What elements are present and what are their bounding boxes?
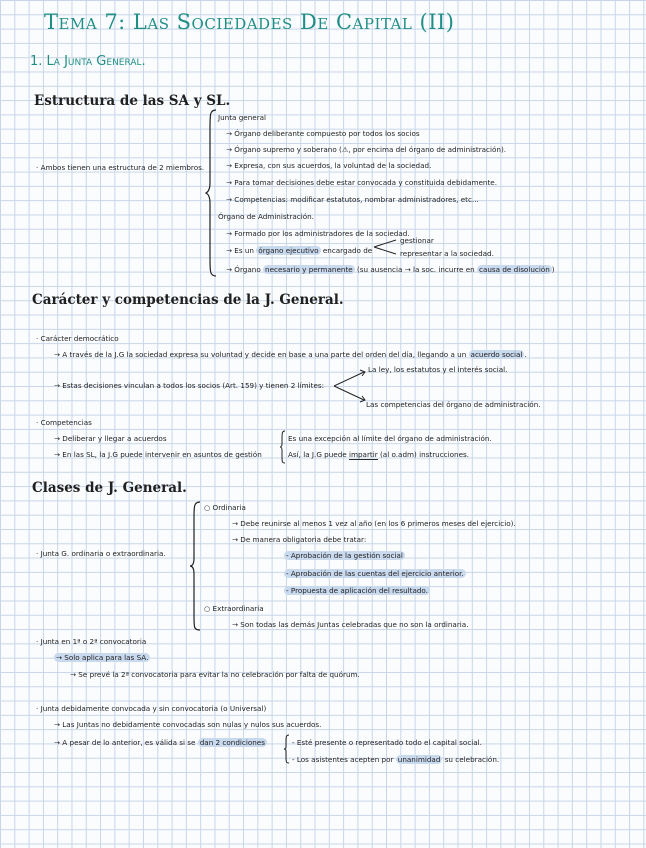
brace-competencias bbox=[280, 430, 286, 464]
extraordinaria-label: ○ Extraordinaria bbox=[204, 604, 264, 613]
heading-estructura: Estructura de las SA y SL. bbox=[34, 93, 231, 109]
condicion-item: - Los asistentes acepten por unanimidad su celebración. bbox=[292, 755, 500, 764]
convocatoria-item: → Solo aplica para las SA. bbox=[56, 653, 149, 662]
estructura-left-text: · Ambos tienen una estructura de 2 miembros. bbox=[36, 163, 205, 172]
ordinaria-sub: - Aprobación de las cuentas del ejercicio anterior. bbox=[286, 569, 464, 578]
branch-arrows-gestionar bbox=[372, 236, 402, 258]
limit-text: La ley, los estatutos y el interés social. bbox=[368, 365, 508, 374]
comp-label: · Competencias bbox=[36, 418, 92, 427]
convocatoria-label: · Junta en 1ª o 2ª convocatoria bbox=[36, 637, 147, 646]
ordinaria-item: → Debe reunirse al menos 1 vez al año (en los 6 primeros meses del ejercicio). bbox=[232, 519, 516, 528]
brace-condiciones bbox=[284, 734, 290, 764]
junta-item: → Órgano supremo y soberano (⚠, por encima del órgano de administración). bbox=[226, 145, 507, 154]
junta-item: → Competencias: modificar estatutos, nombrar administradores, etc... bbox=[226, 195, 479, 204]
comp-right-text: Es una excepción al límite del órgano de administración. bbox=[288, 434, 492, 443]
admin-item-ejecutivo: → Es un órgano ejecutivo encargado de bbox=[226, 246, 373, 255]
gestionar-text: gestionar bbox=[400, 236, 434, 245]
junta-item: → Para tomar decisiones debe estar convocada y constituida debidamente. bbox=[226, 178, 497, 187]
representar-text: representar a la sociedad. bbox=[400, 249, 494, 258]
ordinaria-item: → De manera obligatoria debe tratar: bbox=[232, 535, 367, 544]
universal-label: · Junta debidamente convocada y sin convocatoria (o Universal) bbox=[36, 704, 267, 713]
ordinaria-sub: - Aprobación de la gestión social bbox=[286, 551, 403, 560]
demo-label: · Carácter democrático bbox=[36, 334, 119, 343]
limit-text: Las competencias del órgano de administración. bbox=[366, 400, 541, 409]
ordinaria-label: ○ Ordinaria bbox=[204, 503, 246, 512]
admin-item-permanente: → Órgano necesario y permanente (su ausencia → la soc. incurre en causa de disolución ) bbox=[226, 265, 555, 274]
section-heading-junta-general: 1. La Junta General. bbox=[30, 54, 146, 69]
heading-clases: Clases de J. General. bbox=[32, 480, 187, 496]
demo-item: → Estas decisiones vinculan a todos los socios (Art. 159) y tienen 2 límites: bbox=[54, 381, 325, 390]
heading-caracter: Carácter y competencias de la J. General. bbox=[32, 292, 344, 308]
page-title: Tema 7: Las Sociedades De Capital (II) bbox=[44, 10, 455, 34]
branch-arrows-limites bbox=[332, 368, 368, 404]
brace-clases bbox=[190, 500, 202, 632]
ordinaria-sub: - Propuesta de aplicación del resultado. bbox=[286, 586, 428, 595]
admin-label: Órgano de Administración. bbox=[218, 212, 314, 221]
clases-left-text: · Junta G. ordinaria o extraordinaria. bbox=[36, 549, 166, 558]
comp-item: → En las SL, la J.G puede intervenir en asuntos de gestión bbox=[54, 450, 262, 459]
admin-item: → Formado por los administradores de la sociedad. bbox=[226, 229, 410, 238]
demo-item: → A través de la J.G la sociedad expresa su voluntad y decide en base a una parte del orden del día, llegando a un acuerdo social . bbox=[54, 350, 527, 359]
convocatoria-item: → Se prevé la 2ª convocatoria para evitar la no celebración por falta de quórum. bbox=[70, 670, 360, 679]
universal-item: → Las Juntas no debidamente convocadas son nulas y nulos sus acuerdos. bbox=[54, 720, 322, 729]
brace-estructura bbox=[206, 108, 218, 278]
junta-item: → Expresa, con sus acuerdos, la voluntad de la sociedad. bbox=[226, 161, 432, 170]
comp-right-text: Así, la J.G puede impartir (al o.adm) instrucciones. bbox=[288, 450, 470, 459]
extraordinaria-item: → Son todas las demás Juntas celebradas que no son la ordinaria. bbox=[232, 620, 469, 629]
junta-item: → Órgano deliberante compuesto por todos los socios bbox=[226, 129, 420, 138]
junta-label: Junta general bbox=[218, 113, 267, 122]
universal-item: → A pesar de lo anterior, es válida si se dan 2 condiciones bbox=[54, 738, 265, 747]
comp-item: → Deliberar y llegar a acuerdos bbox=[54, 434, 167, 443]
condicion-item: - Esté presente o representado todo el capital social. bbox=[292, 738, 482, 747]
